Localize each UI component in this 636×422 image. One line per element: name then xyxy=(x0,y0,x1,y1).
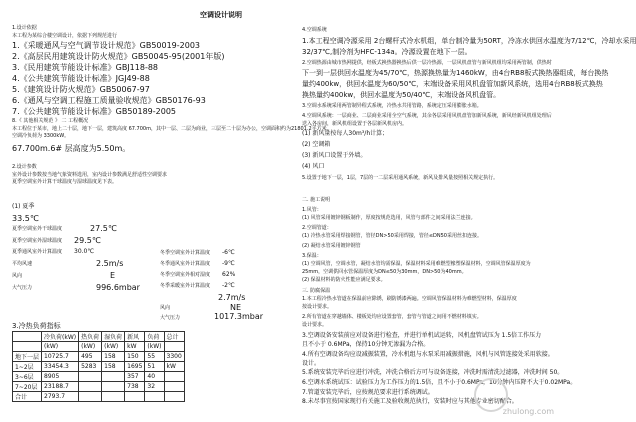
para-13: (1) 空调风管，空调水管，凝结水管均需保温，保温材料采用难燃型橡塑保温材料，空调风管保温厚度为 xyxy=(302,261,531,267)
table-header-cell: 冷负荷(kW) xyxy=(42,332,79,342)
summer-heading: (1) 夏季 xyxy=(12,203,35,210)
table-cell: kW xyxy=(125,342,145,352)
table-cell xyxy=(102,382,125,392)
watermark-text: zhulong.com xyxy=(502,407,554,416)
winter-label-4: 冬季采暖室外计算温度 xyxy=(160,283,211,289)
para-11: (2) 凝结水管采用镀锌钢管 xyxy=(302,243,361,249)
table-row xyxy=(13,342,185,352)
wind-summer-value: 2.5m/s xyxy=(96,259,124,268)
table-cell: 51 xyxy=(145,362,164,372)
wind-winter-value: 2.7m/s xyxy=(218,293,246,302)
table-cell xyxy=(13,342,42,352)
table-cell: 738 xyxy=(125,382,145,392)
para-5c: (3) 新风口设置于外墙。 xyxy=(302,152,367,159)
table-cell: 合计 xyxy=(13,392,42,402)
overview-text-1: 本工程位于某市，地上二十层，地下一层，建筑高度 67.700m，其中一层、二层为商业，三层至二十层为办公，空调面积约为21801.2平方米， xyxy=(12,126,332,132)
para-9: 2.空调管道： xyxy=(302,225,332,231)
table-cell xyxy=(164,372,184,382)
table-cell xyxy=(102,392,125,402)
standard-5: 5.《建筑设计防火规范》GB50067-97 xyxy=(12,85,150,94)
table-cell: 3300 xyxy=(164,352,184,362)
para-5b: (2) 空调箱 xyxy=(302,141,331,148)
overview-text-2: 空调冷负荷为 3300kW。 xyxy=(12,133,70,139)
para-2: 2.空调热源由城市热网提供，经板式换热器换热后供一层冷热源，一层风机盘管与新风机组均采用两管制，供热时 xyxy=(302,60,552,66)
table-row xyxy=(13,352,185,362)
para-3: 3.空调水系统采用两管制异程式系统，冷热水共用管路，系统定压采用膨胀水箱。 xyxy=(302,103,482,109)
table-cell: 158 xyxy=(102,352,125,362)
winter-label-2: 冬季通风室外计算温度 xyxy=(160,261,211,267)
table-cell xyxy=(164,342,184,352)
table-cell: 150 xyxy=(125,352,145,362)
dir-winter-value: NE xyxy=(230,303,242,312)
table-cell: 40 xyxy=(145,372,164,382)
standard-7: 7.《公共建筑节能设计标准》GB50189-2005 xyxy=(12,107,177,116)
table-header-cell: 新风 xyxy=(125,332,145,342)
section-1-intro: 本工程为某综合楼空调设计，依据下列规范进行 xyxy=(12,33,118,39)
table-cell: 5283 xyxy=(79,362,102,372)
para-7: 1.风管： xyxy=(302,207,322,213)
para-10: (1) 冷热水管采用焊接钢管，管径DN>50采用焊接，管径≤DN50采用丝扣连接。 xyxy=(302,233,482,239)
table-cell xyxy=(102,372,125,382)
standard-1: 1.《采暖通风与空气调节设计规范》GB50019-2003 xyxy=(12,41,201,50)
table-cell: 495 xyxy=(79,352,102,362)
para-2b: 下一到一层供回水温度为45/70℃，热源换热量为1460kW，由4台RB8板式换热器组成，每台换热 xyxy=(302,69,609,77)
pressure-summer-value: 996.6mbar xyxy=(96,283,140,292)
para-4b: 送入各房间，新风机组设置于各层新风机房内。 xyxy=(302,121,408,127)
table-cell: (kW) xyxy=(145,342,164,352)
para-16: 2.所有管道在穿越墙体、楼板处均应设置套管，套管与管道之间用不燃材料填实。 xyxy=(302,314,482,320)
load-table xyxy=(12,331,185,402)
para-2c: 量约400kw，供回水温度为60/50℃，末端设备采用风机盘管加新风系统，选用4台RB8板式换热 xyxy=(302,80,603,88)
section-2-intro: 室外设计参数按当地气象资料选用，室内设计参数满足舒适性空调要求 xyxy=(12,172,168,178)
standard-6: 6.《通风与空调工程施工质量验收规范》GB50176-93 xyxy=(12,96,206,105)
para-17: 3.空调设备安装前应对设备进行检查，并进行单机试运转，风机盘管试压为 1.5倍工作压力 xyxy=(302,332,542,339)
table-cell: 55 xyxy=(145,352,164,362)
winter-label-1: 冬季空调室外计算温度 xyxy=(160,250,211,256)
table-cell: 3~6层 xyxy=(13,372,42,382)
pressure-label-winter: 大气压力 xyxy=(160,315,181,321)
dir-label-summer: 风向 xyxy=(12,273,23,279)
table-cell: 2793.7 xyxy=(42,392,79,402)
para-4: 4.空调风系统：一层商业、二层商业采用全空气系统，其余各层采用风机盘管加新风系统，新风经新风机组处理后 xyxy=(302,113,552,119)
standard-2: 2.《高层民用建筑设计防火规范》GB50045-95(2001年版) xyxy=(12,52,225,61)
table-cell: (kW) xyxy=(79,342,102,352)
para-5d: (4) 风口 xyxy=(302,163,325,170)
standard-4: 4.《公共建筑节能设计标准》JGJ49-88 xyxy=(12,74,150,83)
para-13b: 25mm，空调供回水管保温厚度为DN≤50为30mm，DN>50为40mm。 xyxy=(302,269,467,275)
table-header-cell: 湿负荷 xyxy=(102,332,125,342)
table-cell: 357 xyxy=(125,372,145,382)
para-12: 3.保温： xyxy=(302,253,322,259)
table-header-row xyxy=(13,332,185,342)
para-19: 5.系统安装完毕后应进行冲洗，冲洗合格后方可与设备连接，冲洗时需清洗过滤器，冲洗时间 50。 xyxy=(302,369,564,376)
winter-label-3: 冬季空调室外相对湿度 xyxy=(160,272,211,278)
para-15: 1.本工程冷热水管道在保温前应除锈，刷防锈漆两遍。空调风管保温材料为难燃型材料，保温厚度 xyxy=(302,296,517,302)
winter-value-2: -9℃ xyxy=(222,260,235,267)
height-line: 67.700m.6# 层高度为5.50m。 xyxy=(12,144,131,153)
para-16b: 设计要求。 xyxy=(302,322,328,328)
table-cell xyxy=(79,382,102,392)
table-header-cell: 热负荷 xyxy=(79,332,102,342)
summer-row-label-2: 夏季空调室外湿球温度 xyxy=(12,238,63,244)
section-6-title: 三. 防腐保温 xyxy=(302,288,331,294)
table-cell: 1695 xyxy=(125,362,145,372)
table-cell: kW xyxy=(164,362,184,372)
table-cell xyxy=(79,372,102,382)
table-header-cell: 总计 xyxy=(164,332,184,342)
wind-label-summer: 平均风速 xyxy=(12,261,33,267)
summer-avg-value: 30.0℃ xyxy=(74,248,95,255)
para-18: 4.所有空调设备均应设减振装置，冷水机组与水泵采用减振措施，风机与风管连接处采用软接。 xyxy=(302,351,554,358)
summer-temp: 33.5℃ xyxy=(12,214,39,223)
dir-label-winter: 风向 xyxy=(160,305,171,311)
table-row xyxy=(13,362,185,372)
table-cell: 1~2层 xyxy=(13,362,42,372)
table-cell xyxy=(79,392,102,402)
winter-value-1: -6℃ xyxy=(222,249,235,256)
table-row xyxy=(13,382,185,392)
table-cell: 158 xyxy=(102,362,125,372)
table-cell: 33454.3 xyxy=(42,362,79,372)
section-4-title: 4.空调系统 xyxy=(302,27,327,33)
table-cell: 7~20层 xyxy=(13,382,42,392)
winter-value-3: 62% xyxy=(222,271,236,278)
para-1b: 32/37℃,制冷剂为HFC-134a。冷源设置在地下一层。 xyxy=(302,48,472,56)
para-20: 6.空调水系统试压：试验压力为工作压力的1.5倍，且不小于0.6MPa，10分钟内压降不大于0.02MPa。 xyxy=(302,379,577,386)
table-cell: 地下一层 xyxy=(13,352,42,362)
table-cell xyxy=(164,392,184,402)
summer-wet-value: 29.5℃ xyxy=(74,236,101,245)
standard-3: 3.《民用建筑节能设计标准》GBJ118-88 xyxy=(12,63,159,72)
para-17b: 且不小于 0.6MPa，保持10分钟无渗漏为合格。 xyxy=(302,341,430,348)
para-5a: (1) 新风量按每人30m³/h计算； xyxy=(302,130,389,137)
table-cell: 32 xyxy=(145,382,164,392)
section-2-title: 2.设计参数 xyxy=(12,164,37,170)
table-header-cell xyxy=(13,332,42,342)
load-table-title: 3.冷热负荷指标 xyxy=(12,322,61,330)
table-row xyxy=(13,392,185,402)
para-15b: 按设计要求。 xyxy=(302,304,333,310)
dir-summer-value: E xyxy=(110,271,116,280)
table-cell xyxy=(125,392,145,402)
summer-row-label-3: 夏季通风室外计算温度 xyxy=(12,249,63,255)
table-cell xyxy=(164,382,184,392)
para-21: 7.管道安装完毕后，应按规范要求进行系统调试。 xyxy=(302,389,434,396)
table-cell: 8905 xyxy=(42,372,79,382)
para-2d: 换热量约400kw，供回水温度为50/40℃，末端设备风机盘管。 xyxy=(302,91,501,99)
para-14: (2) 保温材料的防火性能应满足要求。 xyxy=(302,277,386,283)
winter-value-4: -2℃ xyxy=(222,282,235,289)
pressure-winter-value: 1017.3mbar xyxy=(214,312,264,321)
para-6: 5.设置于地下一层，1层，7层的一二层采用通风系统，新风及排风量按照相关规定执行。 xyxy=(302,175,499,181)
para-1: 1.本工程空调冷源采用 2台螺杆式冷水机组，单台制冷量为50RT，冷冻水供回水温度为7/12℃，冷却水采用 xyxy=(302,37,636,45)
table-row xyxy=(13,372,185,382)
para-8: (1) 风管采用镀锌钢板制作，厚度按规范选用，风管与部件之间采用法兰连接。 xyxy=(302,215,476,221)
section-5-title: 二. 施工说明 xyxy=(302,197,331,203)
section-1-title: 1.设计依据 xyxy=(12,25,37,31)
table-cell: (kW) xyxy=(42,342,79,352)
table-cell: 10725.7 xyxy=(42,352,79,362)
standard-8: 8.《 其他相关规范 》 二 工程概况 xyxy=(12,118,89,124)
table-cell: 23188.7 xyxy=(42,382,79,392)
table-cell: (kW) xyxy=(102,342,125,352)
para-18b: 设计。 xyxy=(302,360,321,367)
summer-dry-value: 27.5℃ xyxy=(90,224,117,233)
summer-row-label-1: 夏季空调室外干球温度 xyxy=(12,226,63,232)
sheet-title: 空调设计说明 xyxy=(200,11,242,19)
pressure-label-summer: 大气压力 xyxy=(12,285,33,291)
para-22: 8.未尽事宜按国家现行有关施工及验收规范执行，安装时应与其他专业密切配合。 xyxy=(302,398,518,405)
section-2-intro-2: 夏季空调室外计算干球温度与湿球温度见下表。 xyxy=(12,179,118,185)
table-cell xyxy=(145,392,164,402)
table-header-cell: 负荷 xyxy=(145,332,164,342)
